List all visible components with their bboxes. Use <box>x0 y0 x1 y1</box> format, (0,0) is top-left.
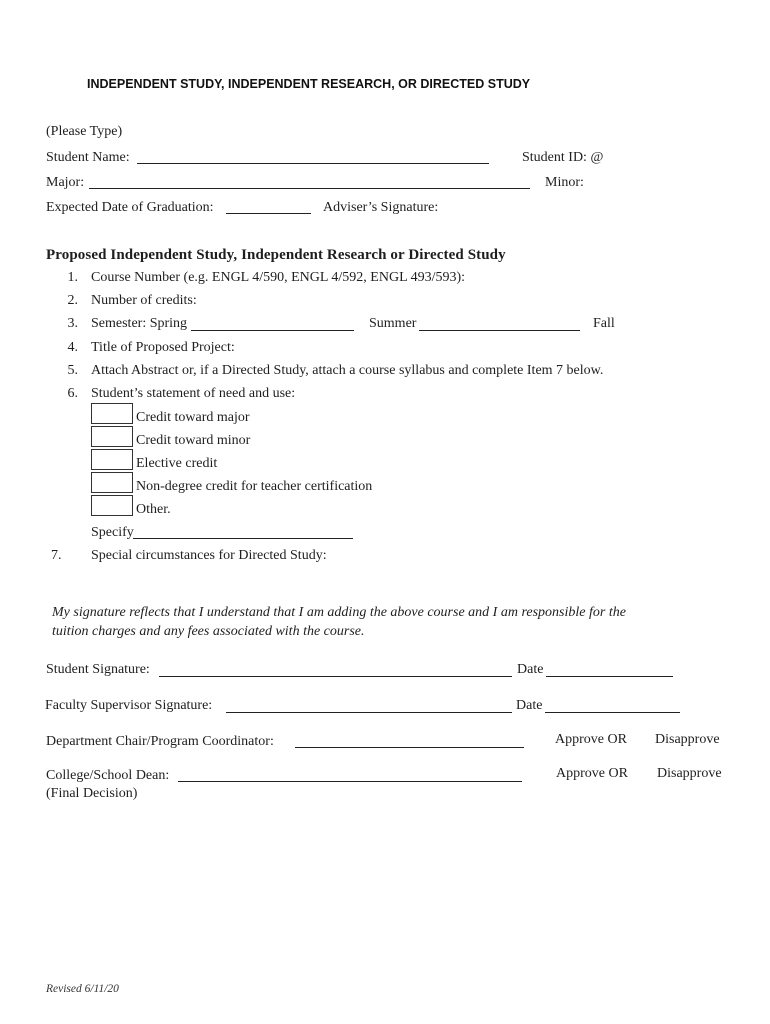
option-label: Non-degree credit for teacher certification <box>136 479 373 494</box>
item-number: 2. <box>67 293 78 308</box>
department-chair-label: Department Chair/Program Coordinator: <box>46 734 274 749</box>
dean-approve-option[interactable]: Approve OR <box>556 766 628 781</box>
specify-label: Specify <box>91 525 134 540</box>
item-number: 1. <box>67 270 78 285</box>
acknowledgement-line-1: My signature reflects that I understand that I am adding the above course and I am responsible for the <box>52 605 626 620</box>
form-title: INDEPENDENT STUDY, INDEPENDENT RESEARCH, OR DIRECTED STUDY <box>87 77 531 91</box>
item-number: 3. <box>67 316 78 331</box>
fall-label: Fall <box>593 316 615 331</box>
abstract-instruction: Attach Abstract or, if a Directed Study, attach a course syllabus and complete Item 7 below. <box>91 363 604 378</box>
specify-field[interactable] <box>133 538 353 539</box>
faculty-signature-field[interactable] <box>226 712 512 713</box>
student-id-field[interactable] <box>612 163 752 164</box>
adviser-signature-label: Adviser’s Signature: <box>323 200 439 215</box>
option-label: Other. <box>136 502 171 517</box>
department-chair-field[interactable] <box>295 747 524 748</box>
major-field[interactable] <box>89 188 530 189</box>
date-label: Date <box>516 698 543 713</box>
faculty-signature-label: Faculty Supervisor Signature: <box>45 698 213 713</box>
special-circumstances-label: Special circumstances for Directed Study: <box>91 548 327 563</box>
project-title-label: Title of Proposed Project: <box>91 340 235 355</box>
spring-field[interactable] <box>191 330 354 331</box>
major-credit-checkbox[interactable] <box>91 403 133 424</box>
acknowledgement-line-2: tuition charges and any fees associated with the course. <box>52 624 365 639</box>
student-name-label: Student Name: <box>46 150 130 165</box>
date-label: Date <box>517 662 544 677</box>
final-decision-note: (Final Decision) <box>46 786 138 801</box>
option-label: Elective credit <box>136 456 218 471</box>
faculty-date-field[interactable] <box>545 712 680 713</box>
graduation-date-label: Expected Date of Graduation: <box>46 200 214 215</box>
option-label: Credit toward minor <box>136 433 251 448</box>
item-number: 4. <box>67 340 78 355</box>
item-number: 7. <box>51 548 62 563</box>
student-signature-label: Student Signature: <box>46 662 150 677</box>
dean-signature-field[interactable] <box>178 781 522 782</box>
option-label: Credit toward major <box>136 410 250 425</box>
student-id-label: Student ID: @ <box>522 150 604 165</box>
student-date-field[interactable] <box>546 676 673 677</box>
teacher-certification-checkbox[interactable] <box>91 472 133 493</box>
summer-field[interactable] <box>419 330 580 331</box>
minor-credit-checkbox[interactable] <box>91 426 133 447</box>
semester-spring-label: Semester: Spring <box>91 316 188 331</box>
item-number: 6. <box>67 386 78 401</box>
summer-label: Summer <box>369 316 417 331</box>
major-label: Major: <box>46 175 85 190</box>
chair-disapprove-option[interactable]: Disapprove <box>655 732 720 747</box>
item-number: 5. <box>67 363 78 378</box>
graduation-date-field[interactable] <box>226 213 311 214</box>
other-checkbox[interactable] <box>91 495 133 516</box>
student-name-field[interactable] <box>137 163 489 164</box>
proposal-heading: Proposed Independent Study, Independent Research or Directed Study <box>46 247 506 263</box>
revision-date: Revised 6/11/20 <box>46 983 119 995</box>
student-signature-field[interactable] <box>159 676 512 677</box>
statement-label: Student’s statement of need and use: <box>91 386 296 401</box>
dean-label: College/School Dean: <box>46 768 170 783</box>
minor-label: Minor: <box>545 175 584 190</box>
please-type-note: (Please Type) <box>46 124 123 139</box>
course-number-label: Course Number (e.g. ENGL 4/590, ENGL 4/592, ENGL 493/593): <box>91 270 466 285</box>
chair-approve-option[interactable]: Approve OR <box>555 732 627 747</box>
credits-label: Number of credits: <box>91 293 197 308</box>
elective-credit-checkbox[interactable] <box>91 449 133 470</box>
dean-disapprove-option[interactable]: Disapprove <box>657 766 722 781</box>
